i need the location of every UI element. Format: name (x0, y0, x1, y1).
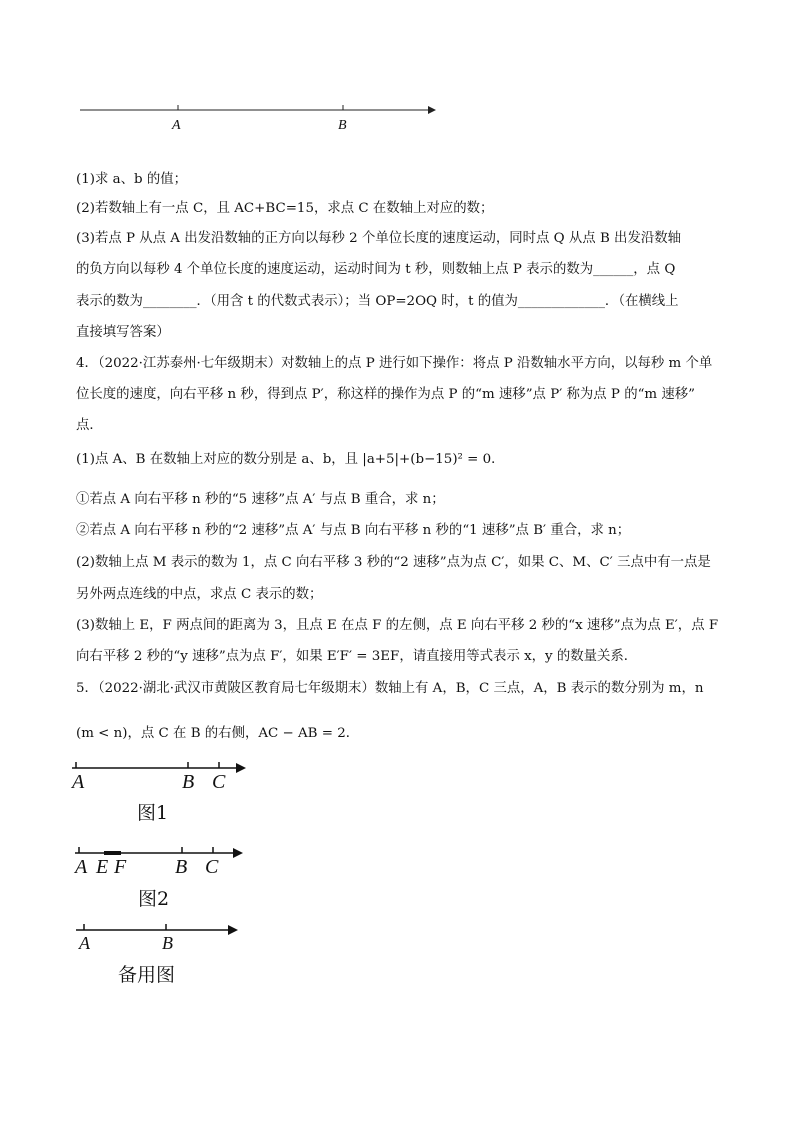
label-a: A (172, 118, 181, 133)
q5-line1: 5．（2022·湖北·武汉市黄陂区教育局七年级期末）数轴上有 A，B，C 三点，A，B 表示的数分别为 m，n (76, 681, 704, 696)
spare-label-a: A (79, 933, 90, 953)
q4-line5: ①若点 A 向右平移 n 秒的“5 速移”点 A′ 与点 B 重合，求 n； (76, 492, 445, 507)
q3-part3-line2: 的负方向以每秒 4 个单位长度的速度运动，运动时间为 t 秒，则数轴上点 P 表示的数为______，点 Q (76, 262, 676, 277)
fig1-label-c: C (212, 771, 226, 793)
fig1-label-a: A (72, 771, 85, 793)
spare-figure-caption: 备用图 (118, 964, 176, 986)
label-b: B (338, 118, 347, 133)
number-line-top (80, 100, 440, 120)
fig2-label-f: F (114, 856, 127, 878)
fig1-label-b: B (182, 771, 195, 793)
q3-part3-line4: 直接填写答案） (76, 325, 170, 340)
q4-line6: ②若点 A 向右平移 n 秒的“2 速移”点 A′ 与点 B 向右平移 n 秒的“1 速移”点 B′ 重合，求 n； (76, 523, 631, 538)
q5-line2: (m < n)，点 C 在 B 的右侧，AC − AB = 2． (76, 726, 360, 741)
q3-part2: (2)若数轴上有一点 C，且 AC+BC=15，求点 C 在数轴上对应的数； (76, 201, 494, 216)
q3-part3-line3: 表示的数为________．（用含 t 的代数式表示）；当 OP=2OQ 时，t 的值为_____________．（在横线上 (76, 294, 679, 309)
spare-label-b: B (162, 933, 173, 953)
q4-line10: 向右平移 2 秒的“y 速移”点为点 F′，如果 E′F′ = 3EF，请直接用等式表示 x，y 的数量关系． (76, 649, 638, 664)
fig2-label-e: E (96, 856, 109, 878)
q4-line3: 点． (76, 418, 103, 433)
q3-part3-line1: (3)若点 P 从点 A 出发沿数轴的正方向以每秒 2 个单位长度的速度运动，同时点 Q 从点 B 出发沿数轴 (76, 231, 682, 246)
q4-line4: (1)点 A、B 在数轴上对应的数分别是 a、b，且 |a+5|+(b−15)² = 0． (76, 452, 505, 467)
fig2-label-c: C (205, 856, 219, 878)
q3-part1: (1)求 a、b 的值； (76, 172, 187, 187)
q4-line9: (3)数轴上 E，F 两点间的距离为 3，且点 E 在点 F 的左侧，点 E 向右平移 2 秒的“x 速移”点为点 E′，点 F (76, 618, 719, 633)
q4-line7: (2)数轴上点 M 表示的数为 1，点 C 向右平移 3 秒的“2 速移”点为点 C′，如果 C、M、C′ 三点中有一点是 (76, 555, 711, 570)
q4-line8: 另外两点连线的中点，求点 C 表示的数； (76, 587, 323, 602)
figure2-caption: 图2 (138, 888, 170, 910)
fig2-label-a: A (75, 856, 88, 878)
q4-line2: 位长度的速度，向右平移 n 秒，得到点 P′，称这样的操作为点 P 的“m 速移”点 P′ 称为点 P 的“m 速移” (76, 387, 696, 402)
figure1-caption: 图1 (137, 802, 169, 824)
q4-line1: 4．（2022·江苏泰州·七年级期末）对数轴上的点 P 进行如下操作：将点 P 沿数轴水平方向，以每秒 m 个单 (76, 356, 713, 371)
fig2-label-b: B (175, 856, 188, 878)
